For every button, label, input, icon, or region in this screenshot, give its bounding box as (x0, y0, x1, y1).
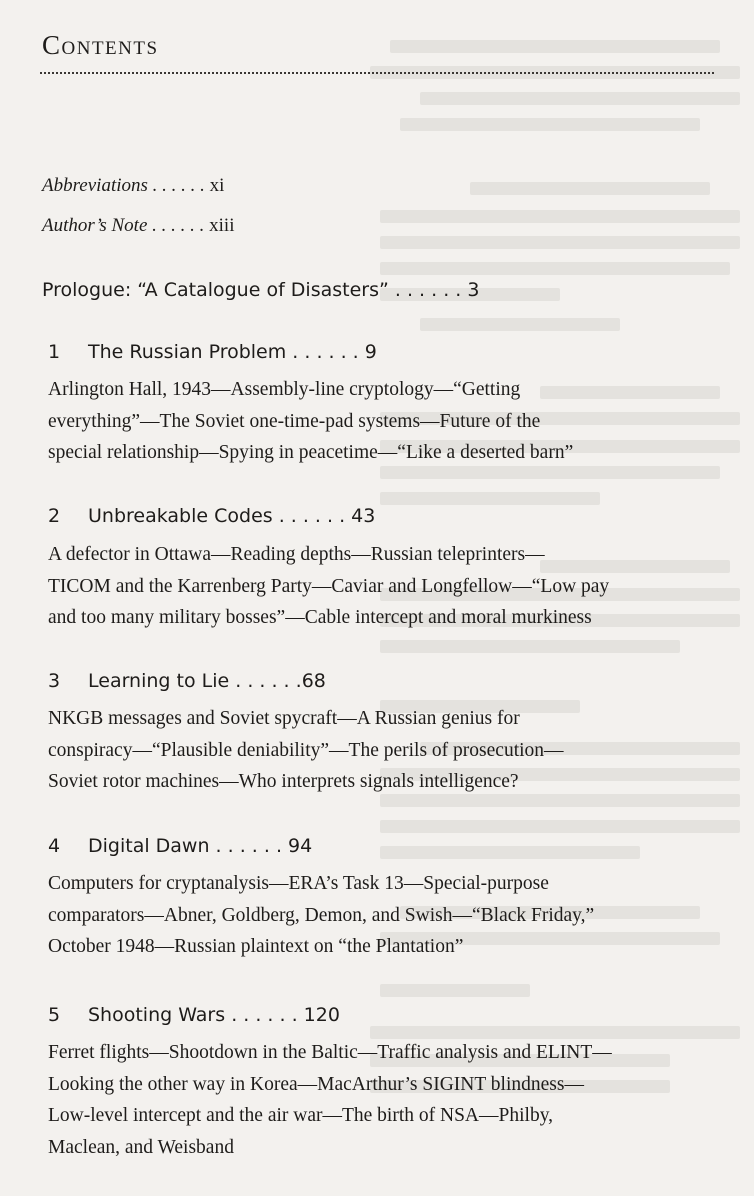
chapter-number: 5 (48, 1004, 61, 1026)
description-line: Ferret flights—Shootdown in the Baltic—Traffic analysis and ELINT— (48, 1042, 612, 1063)
chapter-number: 1 (48, 341, 61, 363)
chapter-description-5 (48, 1037, 738, 1163)
chapter-number: 4 (48, 835, 61, 857)
chapter-heading-1[interactable] (48, 341, 377, 363)
chapter-description-3 (48, 703, 738, 798)
description-line: special relationship—Spying in peacetime—“Like a deserted barn” (48, 442, 574, 463)
entry-page-number: xi (209, 175, 225, 196)
chapter-heading-4[interactable] (48, 835, 312, 857)
chapter-number: 3 (48, 670, 61, 692)
entry-page-number: 9 (364, 341, 377, 363)
description-line: Soviet rotor machines—Who interprets signals intelligence? (48, 771, 519, 792)
entry-leader: . . . . . . (272, 505, 352, 527)
chapter-title: The Russian Problem (88, 341, 287, 363)
chapter-description-4 (48, 868, 738, 963)
description-line: and too many military bosses”—Cable intercept and moral murkiness (48, 607, 592, 628)
entry-leader: . . . . . . (147, 175, 210, 196)
entry-leader: . . . . . . (147, 215, 210, 236)
description-line: October 1948—Russian plaintext on “the Plantation” (48, 936, 464, 957)
chapter-title: Digital Dawn (88, 835, 210, 857)
description-line: Looking the other way in Korea—MacArthur’s SIGINT blindness— (48, 1073, 584, 1095)
toc-entry-abbreviations[interactable] (42, 175, 224, 197)
entry-leader: . . . . . . (388, 279, 468, 301)
description-line: comparators—Abner, Goldberg, Demon, and Swish—“Black Friday,” (48, 904, 595, 926)
dotted-divider (40, 72, 714, 74)
chapter-heading-2[interactable] (48, 505, 375, 527)
entry-page-number: 120 (303, 1004, 340, 1026)
entry-page-number: 3 (467, 279, 480, 301)
toc-entry-authors-note[interactable] (42, 215, 234, 237)
description-line: NKGB messages and Soviet spycraft—A Russian genius for (48, 708, 520, 729)
entry-leader: . . . . . . (225, 1004, 304, 1026)
description-line: Low-level intercept and the air war—The birth of NSA—Philby, (48, 1105, 554, 1126)
entry-page-number: 94 (288, 835, 313, 857)
entry-page-number: xiii (209, 215, 235, 236)
description-line: Computers for cryptanalysis—ERA’s Task 13—Special-purpose (48, 873, 549, 894)
entry-page-number: 43 (351, 505, 376, 527)
toc-entry-prologue[interactable] (42, 279, 479, 301)
description-line: everything”—The Soviet one-time-pad systems—Future of the (48, 410, 541, 432)
chapter-title: Unbreakable Codes (88, 505, 273, 527)
chapter-title: Learning to Lie (88, 670, 230, 692)
entry-title: Prologue: “A Catalogue of Disasters” (42, 279, 389, 301)
description-line: Arlington Hall, 1943—Assembly-line cryptology—“Getting (48, 379, 521, 400)
entry-page-number: 68 (301, 670, 326, 692)
entry-leader: . . . . . . (286, 341, 365, 363)
chapter-heading-3[interactable] (48, 670, 326, 692)
entry-title: Author’s Note (42, 215, 148, 236)
entry-title: Abbreviations (42, 175, 148, 196)
chapter-number: 2 (48, 505, 61, 527)
entry-leader: . . . . . . (209, 835, 289, 857)
description-line: Maclean, and Weisband (48, 1136, 234, 1158)
chapter-description-1 (48, 374, 738, 469)
description-line: TICOM and the Karrenberg Party—Caviar and Longfellow—“Low pay (48, 575, 610, 597)
page-title: Contents (42, 30, 159, 60)
description-line: conspiracy—“Plausible deniability”—The perils of prosecution— (48, 739, 564, 761)
chapter-title: Shooting Wars (88, 1004, 226, 1026)
description-line: A defector in Ottawa—Reading depths—Russian teleprinters— (48, 544, 545, 565)
chapter-heading-5[interactable] (48, 1004, 340, 1026)
entry-leader: . . . . . . (229, 670, 302, 692)
chapter-description-2 (48, 539, 738, 634)
